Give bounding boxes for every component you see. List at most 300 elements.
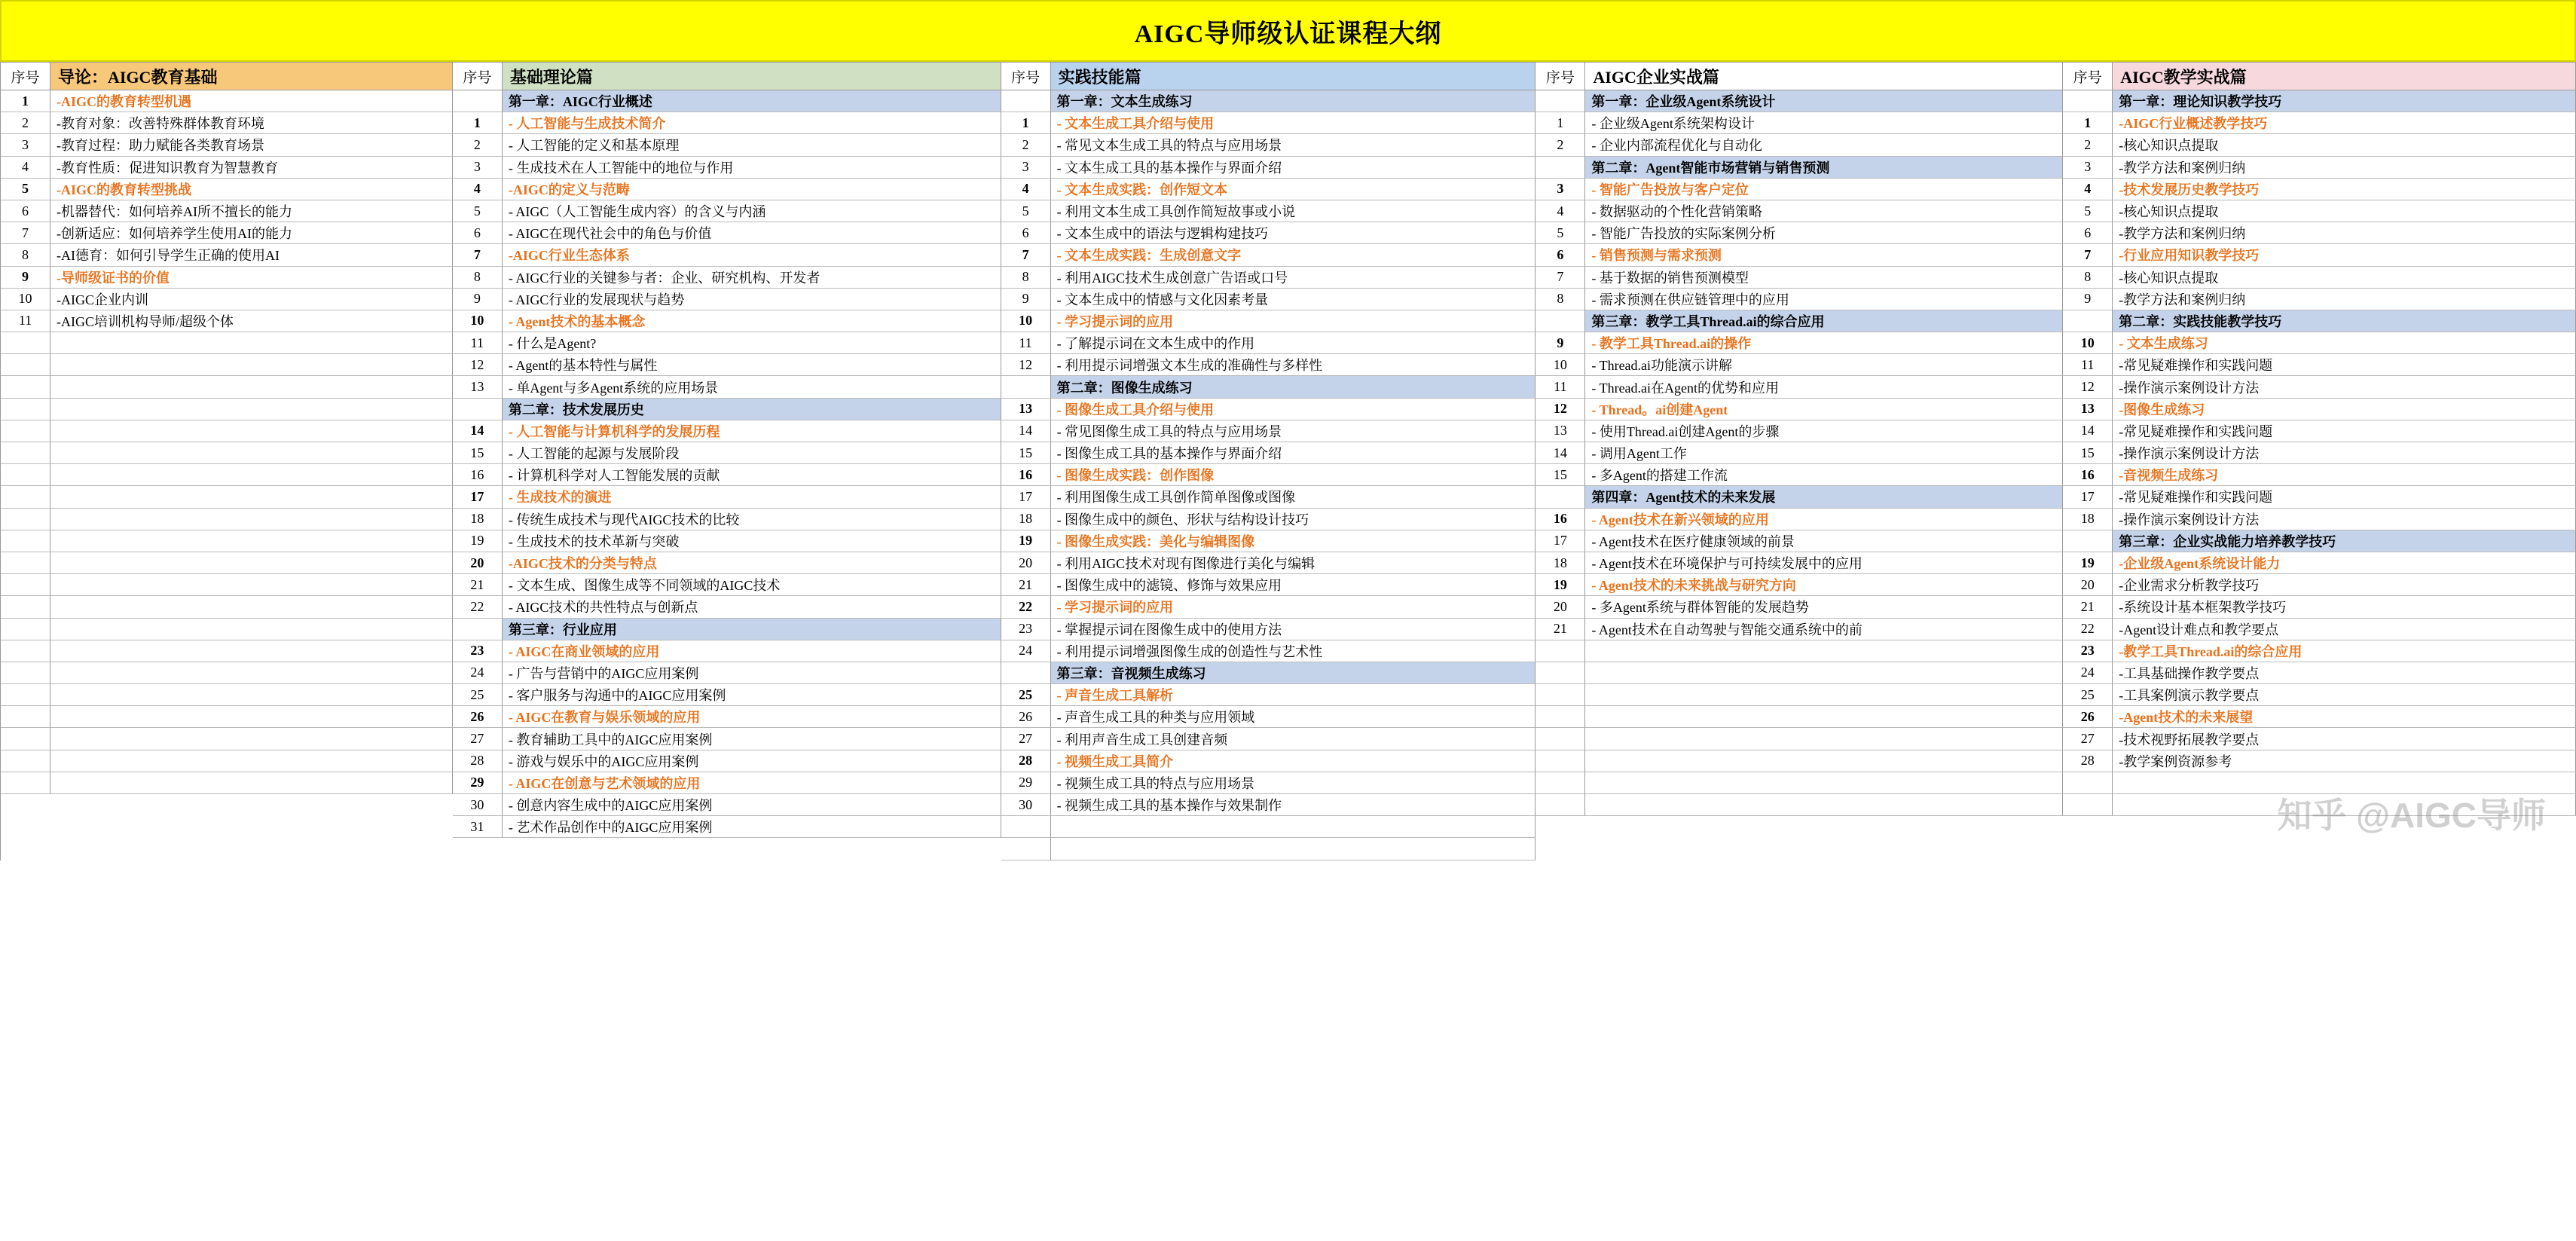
row-index-cell[interactable]: [1, 442, 50, 464]
row-content-cell[interactable]: - Agent技术的基本概念: [503, 310, 1001, 332]
table-row[interactable]: [1001, 486, 1536, 508]
row-index-cell[interactable]: 22: [2063, 619, 2113, 640]
row-index-cell[interactable]: 27: [453, 728, 503, 750]
row-index-cell[interactable]: [1001, 376, 1051, 398]
row-index-cell[interactable]: [1, 486, 50, 508]
row-index-cell[interactable]: 23: [453, 640, 503, 662]
row-index-cell[interactable]: 9: [1536, 332, 1585, 354]
table-row[interactable]: [2063, 244, 2576, 266]
table-row[interactable]: [1001, 354, 1536, 376]
chapter-heading-cell[interactable]: 第一章：企业级Agent系统设计: [1585, 90, 2063, 112]
row-content-cell[interactable]: -教学方法和案例归纳: [2113, 222, 2576, 244]
row-content-cell[interactable]: - 使用Thread.ai创建Agent的步骤: [1585, 420, 2063, 442]
table-row[interactable]: [453, 530, 1001, 552]
row-content-cell[interactable]: -AIGC行业生态体系: [503, 244, 1001, 266]
row-index-cell[interactable]: 3: [1536, 179, 1585, 200]
row-content-cell[interactable]: [1585, 706, 2063, 728]
row-content-cell[interactable]: -AI德育：如何引导学生正确的使用AI: [50, 244, 453, 266]
row-index-cell[interactable]: [1, 750, 50, 772]
chapter-heading-cell[interactable]: 第二章：技术发展历史: [503, 399, 1001, 420]
row-content-cell[interactable]: - 基于数据的销售预测模型: [1585, 267, 2063, 289]
row-index-cell[interactable]: 30: [1001, 794, 1051, 816]
row-index-cell[interactable]: 15: [453, 442, 503, 464]
row-content-cell[interactable]: - 了解提示词在文本生成中的作用: [1051, 332, 1536, 354]
row-content-cell[interactable]: - 生成技术的技术革新与突破: [503, 530, 1001, 552]
row-content-cell[interactable]: - 文本生成中的语法与逻辑构建技巧: [1051, 222, 1536, 244]
table-row[interactable]: [1001, 90, 1536, 112]
row-index-cell[interactable]: [1, 574, 50, 596]
row-content-cell[interactable]: [1585, 640, 2063, 662]
row-index-cell[interactable]: [1001, 90, 1051, 112]
row-content-cell[interactable]: [50, 706, 453, 728]
row-index-cell[interactable]: 2: [1536, 134, 1585, 156]
row-content-cell[interactable]: -AIGC行业概述教学技巧: [2113, 112, 2576, 134]
row-content-cell[interactable]: - AIGC在商业领域的应用: [503, 640, 1001, 662]
table-row[interactable]: [1001, 552, 1536, 574]
table-row[interactable]: [1536, 420, 2063, 442]
table-row[interactable]: [1001, 684, 1536, 706]
row-content-cell[interactable]: - 销售预测与需求预测: [1585, 244, 2063, 266]
table-row[interactable]: [1, 486, 453, 508]
row-index-cell[interactable]: 9: [2063, 289, 2113, 310]
table-row[interactable]: [1001, 112, 1536, 134]
row-content-cell[interactable]: [50, 640, 453, 662]
row-content-cell[interactable]: -教学方法和案例归纳: [2113, 289, 2576, 310]
row-content-cell[interactable]: - Agent的基本特性与属性: [503, 354, 1001, 376]
table-row[interactable]: [2063, 90, 2576, 112]
row-index-cell[interactable]: [1536, 157, 1585, 179]
row-index-cell[interactable]: 5: [453, 200, 503, 222]
table-row[interactable]: [1001, 179, 1536, 200]
table-row[interactable]: [453, 310, 1001, 332]
row-index-cell[interactable]: 7: [2063, 244, 2113, 266]
row-content-cell[interactable]: - Agent技术在新兴领域的应用: [1585, 509, 2063, 530]
table-row[interactable]: [453, 420, 1001, 442]
row-content-cell[interactable]: - 教学工具Thread.ai的操作: [1585, 332, 2063, 354]
row-content-cell[interactable]: - 传统生成技术与现代AIGC技术的比较: [503, 509, 1001, 530]
row-index-cell[interactable]: 26: [453, 706, 503, 728]
row-index-cell[interactable]: 27: [1001, 728, 1051, 750]
row-index-cell[interactable]: 9: [1, 267, 50, 289]
row-content-cell[interactable]: - 图像生成中的颜色、形状与结构设计技巧: [1051, 509, 1536, 530]
row-index-cell[interactable]: [1536, 728, 1585, 750]
table-row[interactable]: [1536, 200, 2063, 222]
table-row[interactable]: [1, 706, 453, 728]
table-row[interactable]: [1536, 706, 2063, 728]
row-index-cell[interactable]: 5: [1536, 222, 1585, 244]
row-content-cell[interactable]: -操作演示案例设计方法: [2113, 442, 2576, 464]
row-content-cell[interactable]: -Agent设计难点和教学要点: [2113, 619, 2576, 640]
row-content-cell[interactable]: -AIGC技术的分类与特点: [503, 552, 1001, 574]
row-index-cell[interactable]: 4: [2063, 179, 2113, 200]
table-row[interactable]: [453, 222, 1001, 244]
row-content-cell[interactable]: - 图像生成工具介绍与使用: [1051, 399, 1536, 420]
row-content-cell[interactable]: [2113, 794, 2576, 816]
row-index-cell[interactable]: 10: [1, 289, 50, 310]
row-content-cell[interactable]: - Agent技术在自动驾驶与智能交通系统中的前: [1585, 619, 2063, 640]
row-index-cell[interactable]: 17: [1536, 530, 1585, 552]
row-index-cell[interactable]: 2: [1001, 134, 1051, 156]
table-row[interactable]: [2063, 706, 2576, 728]
row-content-cell[interactable]: -工具基础操作教学要点: [2113, 662, 2576, 684]
table-row[interactable]: [453, 684, 1001, 706]
row-content-cell[interactable]: -Agent技术的未来展望: [2113, 706, 2576, 728]
table-row[interactable]: [453, 134, 1001, 156]
row-index-cell[interactable]: 17: [1001, 486, 1051, 508]
row-index-cell[interactable]: [1, 772, 50, 794]
row-index-cell[interactable]: 6: [2063, 222, 2113, 244]
row-content-cell[interactable]: - 需求预测在供应链管理中的应用: [1585, 289, 2063, 310]
row-content-cell[interactable]: [50, 750, 453, 772]
row-index-cell[interactable]: 22: [453, 596, 503, 618]
row-content-cell[interactable]: - 文本生成实践：创作短文本: [1051, 179, 1536, 200]
table-row[interactable]: [1536, 530, 2063, 552]
table-row[interactable]: [2063, 376, 2576, 398]
table-row[interactable]: [1, 772, 453, 794]
table-row[interactable]: [1536, 728, 2063, 750]
table-row[interactable]: [2063, 332, 2576, 354]
table-row[interactable]: [2063, 289, 2576, 310]
table-row[interactable]: [453, 442, 1001, 464]
row-content-cell[interactable]: - 企业级Agent系统架构设计: [1585, 112, 2063, 134]
row-index-cell[interactable]: 16: [453, 464, 503, 486]
row-index-cell[interactable]: 7: [453, 244, 503, 266]
row-content-cell[interactable]: -操作演示案例设计方法: [2113, 376, 2576, 398]
chapter-heading-cell[interactable]: 第三章：行业应用: [503, 619, 1001, 640]
table-row[interactable]: [453, 619, 1001, 640]
table-row[interactable]: [1536, 267, 2063, 289]
table-row[interactable]: [2063, 420, 2576, 442]
row-index-cell[interactable]: 12: [2063, 376, 2113, 398]
row-index-cell[interactable]: 11: [2063, 354, 2113, 376]
row-index-cell[interactable]: [1, 552, 50, 574]
row-content-cell[interactable]: - 数据驱动的个性化营销策略: [1585, 200, 2063, 222]
table-row[interactable]: [1, 662, 453, 684]
row-index-cell[interactable]: 8: [1, 244, 50, 266]
row-index-cell[interactable]: 2: [2063, 134, 2113, 156]
row-index-cell[interactable]: 28: [2063, 750, 2113, 772]
row-content-cell[interactable]: -企业级Agent系统设计能力: [2113, 552, 2576, 574]
table-row[interactable]: [1, 552, 453, 574]
table-row[interactable]: [2063, 200, 2576, 222]
row-index-cell[interactable]: 24: [2063, 662, 2113, 684]
row-content-cell[interactable]: - 多Agent的搭建工作流: [1585, 464, 2063, 486]
row-index-cell[interactable]: 9: [1001, 289, 1051, 310]
row-content-cell[interactable]: -技术视野拓展教学要点: [2113, 728, 2576, 750]
table-row[interactable]: [1, 619, 453, 640]
table-row[interactable]: [2063, 222, 2576, 244]
table-row[interactable]: [1, 684, 453, 706]
row-content-cell[interactable]: [50, 574, 453, 596]
row-content-cell[interactable]: [50, 619, 453, 640]
row-content-cell[interactable]: [50, 552, 453, 574]
row-content-cell[interactable]: -教育过程：助力赋能各类教育场景: [50, 134, 453, 156]
row-content-cell[interactable]: - 单Agent与多Agent系统的应用场景: [503, 376, 1001, 398]
table-row[interactable]: [2063, 728, 2576, 750]
table-row[interactable]: [2063, 684, 2576, 706]
row-content-cell[interactable]: - 生成技术的演进: [503, 486, 1001, 508]
table-row[interactable]: [1001, 420, 1536, 442]
table-row[interactable]: [2063, 157, 2576, 179]
row-content-cell[interactable]: - AIGC技术的共性特点与创新点: [503, 596, 1001, 618]
row-content-cell[interactable]: - 游戏与娱乐中的AIGC应用案例: [503, 750, 1001, 772]
table-row[interactable]: [453, 816, 1001, 838]
row-content-cell[interactable]: - 图像生成实践：创作图像: [1051, 464, 1536, 486]
table-row[interactable]: [1, 640, 453, 662]
table-row[interactable]: [1536, 354, 2063, 376]
table-row[interactable]: [453, 486, 1001, 508]
row-content-cell[interactable]: -教育对象：改善特殊群体教育环境: [50, 112, 453, 134]
row-content-cell[interactable]: -技术发展历史教学技巧: [2113, 179, 2576, 200]
row-content-cell[interactable]: - Thread。ai创建Agent: [1585, 399, 2063, 420]
table-row[interactable]: [1001, 267, 1536, 289]
row-content-cell[interactable]: [50, 442, 453, 464]
row-index-cell[interactable]: [1536, 90, 1585, 112]
row-index-cell[interactable]: [1536, 486, 1585, 508]
table-row[interactable]: [1, 289, 453, 310]
row-content-cell[interactable]: -系统设计基本框架教学技巧: [2113, 596, 2576, 618]
table-row[interactable]: [1001, 530, 1536, 552]
row-content-cell[interactable]: [2113, 772, 2576, 794]
row-index-cell[interactable]: 24: [453, 662, 503, 684]
table-row[interactable]: [1536, 310, 2063, 332]
table-row[interactable]: [1001, 619, 1536, 640]
table-row[interactable]: [2063, 530, 2576, 552]
row-content-cell[interactable]: - 掌握提示词在图像生成中的使用方法: [1051, 619, 1536, 640]
row-content-cell[interactable]: [50, 772, 453, 794]
row-index-cell[interactable]: 18: [1001, 509, 1051, 530]
row-content-cell[interactable]: -AIGC的定义与范畴: [503, 179, 1001, 200]
table-row[interactable]: [1536, 244, 2063, 266]
row-content-cell[interactable]: - Agent技术在环境保护与可持续发展中的应用: [1585, 552, 2063, 574]
row-index-cell[interactable]: [1, 332, 50, 354]
row-content-cell[interactable]: [1585, 728, 2063, 750]
table-row[interactable]: [1001, 794, 1536, 816]
row-content-cell[interactable]: - 利用图像生成工具创作简单图像或图像: [1051, 486, 1536, 508]
row-index-cell[interactable]: [1536, 662, 1585, 684]
row-index-cell[interactable]: 4: [1001, 179, 1051, 200]
table-row[interactable]: [1, 420, 453, 442]
row-index-cell[interactable]: [1, 596, 50, 618]
row-index-cell[interactable]: 24: [1001, 640, 1051, 662]
table-row[interactable]: [1001, 838, 1536, 860]
row-content-cell[interactable]: - 文本生成中的情感与文化因素考量: [1051, 289, 1536, 310]
row-content-cell[interactable]: -AIGC的教育转型机遇: [50, 90, 453, 112]
row-index-cell[interactable]: [2063, 772, 2113, 794]
table-row[interactable]: [453, 728, 1001, 750]
row-index-cell[interactable]: 14: [1001, 420, 1051, 442]
chapter-heading-cell[interactable]: 第二章：图像生成练习: [1051, 376, 1536, 398]
row-index-cell[interactable]: 31: [453, 816, 503, 838]
row-content-cell[interactable]: [1585, 772, 2063, 794]
row-index-cell[interactable]: [1536, 684, 1585, 706]
row-content-cell[interactable]: - 人工智能的起源与发展阶段: [503, 442, 1001, 464]
row-index-cell[interactable]: 17: [453, 486, 503, 508]
row-index-cell[interactable]: 1: [1, 90, 50, 112]
row-index-cell[interactable]: 14: [1536, 442, 1585, 464]
row-index-cell[interactable]: 5: [1, 179, 50, 200]
row-index-cell[interactable]: 27: [2063, 728, 2113, 750]
row-index-cell[interactable]: 9: [453, 289, 503, 310]
row-index-cell[interactable]: 28: [453, 750, 503, 772]
table-row[interactable]: [1536, 179, 2063, 200]
row-content-cell[interactable]: -AIGC培训机构导师/超级个体: [50, 310, 453, 332]
row-index-cell[interactable]: 20: [1536, 596, 1585, 618]
table-row[interactable]: [2063, 596, 2576, 618]
row-index-cell[interactable]: 5: [2063, 200, 2113, 222]
table-row[interactable]: [1536, 794, 2063, 816]
chapter-heading-cell[interactable]: 第三章：音视频生成练习: [1051, 662, 1536, 684]
row-content-cell[interactable]: - AIGC（人工智能生成内容）的含义与内涵: [503, 200, 1001, 222]
table-row[interactable]: [1536, 662, 2063, 684]
table-row[interactable]: [2063, 399, 2576, 420]
table-row[interactable]: [1, 464, 453, 486]
row-index-cell[interactable]: 18: [2063, 509, 2113, 530]
row-index-cell[interactable]: 15: [2063, 442, 2113, 464]
table-row[interactable]: [1, 112, 453, 134]
table-row[interactable]: [453, 179, 1001, 200]
row-index-cell[interactable]: 12: [1536, 399, 1585, 420]
row-content-cell[interactable]: - 图像生成中的滤镜、修饰与效果应用: [1051, 574, 1536, 596]
table-row[interactable]: [1, 376, 453, 398]
row-content-cell[interactable]: -操作演示案例设计方法: [2113, 509, 2576, 530]
row-index-cell[interactable]: 14: [453, 420, 503, 442]
table-row[interactable]: [453, 750, 1001, 772]
row-index-cell[interactable]: 7: [1536, 267, 1585, 289]
table-row[interactable]: [453, 376, 1001, 398]
row-index-cell[interactable]: 18: [453, 509, 503, 530]
row-content-cell[interactable]: -导师级证书的价值: [50, 267, 453, 289]
table-row[interactable]: [1001, 244, 1536, 266]
table-row[interactable]: [1536, 619, 2063, 640]
row-index-cell[interactable]: 1: [1536, 112, 1585, 134]
table-row[interactable]: [453, 662, 1001, 684]
row-index-cell[interactable]: [1, 530, 50, 552]
row-content-cell[interactable]: - 多Agent系统与群体智能的发展趋势: [1585, 596, 2063, 618]
row-index-cell[interactable]: [2063, 90, 2113, 112]
chapter-heading-cell[interactable]: 第二章：Agent智能市场营销与销售预测: [1585, 157, 2063, 179]
row-content-cell[interactable]: -教学方法和案例归纳: [2113, 157, 2576, 179]
row-index-cell[interactable]: [1, 376, 50, 398]
chapter-heading-cell[interactable]: 第四章：Agent技术的未来发展: [1585, 486, 2063, 508]
table-row[interactable]: [1536, 574, 2063, 596]
row-index-cell[interactable]: [2063, 530, 2113, 552]
table-row[interactable]: [453, 772, 1001, 794]
table-row[interactable]: [1, 179, 453, 200]
table-row[interactable]: [1536, 509, 2063, 530]
row-content-cell[interactable]: - 利用文本生成工具创作简短故事或小说: [1051, 200, 1536, 222]
row-index-cell[interactable]: [1, 464, 50, 486]
row-index-cell[interactable]: [1001, 662, 1051, 684]
row-index-cell[interactable]: 10: [1536, 354, 1585, 376]
table-row[interactable]: [453, 354, 1001, 376]
table-row[interactable]: [1536, 552, 2063, 574]
row-index-cell[interactable]: 16: [1001, 464, 1051, 486]
row-index-cell[interactable]: 28: [1001, 750, 1051, 772]
row-content-cell[interactable]: - 文本生成、图像生成等不同领域的AIGC技术: [503, 574, 1001, 596]
row-index-cell[interactable]: [1, 662, 50, 684]
row-index-cell[interactable]: [1536, 310, 1585, 332]
row-content-cell[interactable]: - 智能广告投放的实际案例分析: [1585, 222, 2063, 244]
row-content-cell[interactable]: [50, 684, 453, 706]
row-content-cell[interactable]: -音视频生成练习: [2113, 464, 2576, 486]
row-content-cell[interactable]: - 广告与营销中的AIGC应用案例: [503, 662, 1001, 684]
row-index-cell[interactable]: 15: [1001, 442, 1051, 464]
table-row[interactable]: [1001, 200, 1536, 222]
row-content-cell[interactable]: - 声音生成工具的种类与应用领域: [1051, 706, 1536, 728]
table-row[interactable]: [2063, 310, 2576, 332]
table-row[interactable]: [1536, 486, 2063, 508]
row-index-cell[interactable]: [1, 399, 50, 420]
table-row[interactable]: [1536, 464, 2063, 486]
row-index-cell[interactable]: [1, 684, 50, 706]
row-content-cell[interactable]: -常见疑难操作和实践问题: [2113, 354, 2576, 376]
row-index-cell[interactable]: [453, 619, 503, 640]
table-row[interactable]: [2063, 772, 2576, 794]
table-row[interactable]: [1001, 662, 1536, 684]
table-row[interactable]: [1001, 157, 1536, 179]
table-row[interactable]: [1536, 596, 2063, 618]
row-index-cell[interactable]: [1001, 816, 1051, 838]
row-content-cell[interactable]: [50, 530, 453, 552]
table-row[interactable]: [453, 332, 1001, 354]
row-index-cell[interactable]: 6: [1, 200, 50, 222]
table-row[interactable]: [1, 399, 453, 420]
table-row[interactable]: [1, 596, 453, 618]
table-row[interactable]: [1536, 640, 2063, 662]
row-content-cell[interactable]: -核心知识点提取: [2113, 200, 2576, 222]
table-row[interactable]: [2063, 552, 2576, 574]
table-row[interactable]: [1536, 442, 2063, 464]
row-content-cell[interactable]: [1585, 794, 2063, 816]
row-index-cell[interactable]: 13: [2063, 399, 2113, 420]
row-content-cell[interactable]: - 教育辅助工具中的AIGC应用案例: [503, 728, 1001, 750]
row-index-cell[interactable]: 13: [1536, 420, 1585, 442]
row-index-cell[interactable]: [1536, 772, 1585, 794]
table-row[interactable]: [453, 267, 1001, 289]
row-index-cell[interactable]: 18: [1536, 552, 1585, 574]
row-content-cell[interactable]: [50, 728, 453, 750]
table-row[interactable]: [1536, 112, 2063, 134]
row-index-cell[interactable]: 1: [1001, 112, 1051, 134]
row-content-cell[interactable]: - Thread.ai在Agent的优势和应用: [1585, 376, 2063, 398]
table-row[interactable]: [1, 267, 453, 289]
row-index-cell[interactable]: 21: [1001, 574, 1051, 596]
table-row[interactable]: [1, 90, 453, 112]
row-index-cell[interactable]: 23: [1001, 619, 1051, 640]
row-index-cell[interactable]: 29: [453, 772, 503, 794]
table-row[interactable]: [453, 244, 1001, 266]
row-content-cell[interactable]: - Agent技术在医疗健康领域的前景: [1585, 530, 2063, 552]
chapter-heading-cell[interactable]: 第三章：教学工具Thread.ai的综合应用: [1585, 310, 2063, 332]
row-index-cell[interactable]: 6: [453, 222, 503, 244]
table-row[interactable]: [1536, 376, 2063, 398]
row-index-cell[interactable]: 5: [1001, 200, 1051, 222]
table-row[interactable]: [1, 750, 453, 772]
row-content-cell[interactable]: - 人工智能与计算机科学的发展历程: [503, 420, 1001, 442]
row-index-cell[interactable]: 15: [1536, 464, 1585, 486]
table-row[interactable]: [453, 399, 1001, 420]
table-row[interactable]: [1001, 574, 1536, 596]
table-row[interactable]: [1001, 640, 1536, 662]
row-content-cell[interactable]: [1585, 750, 2063, 772]
table-row[interactable]: [1536, 90, 2063, 112]
row-index-cell[interactable]: 8: [453, 267, 503, 289]
table-row[interactable]: [1536, 157, 2063, 179]
row-content-cell[interactable]: [1585, 684, 2063, 706]
table-row[interactable]: [2063, 179, 2576, 200]
row-index-cell[interactable]: 20: [453, 552, 503, 574]
